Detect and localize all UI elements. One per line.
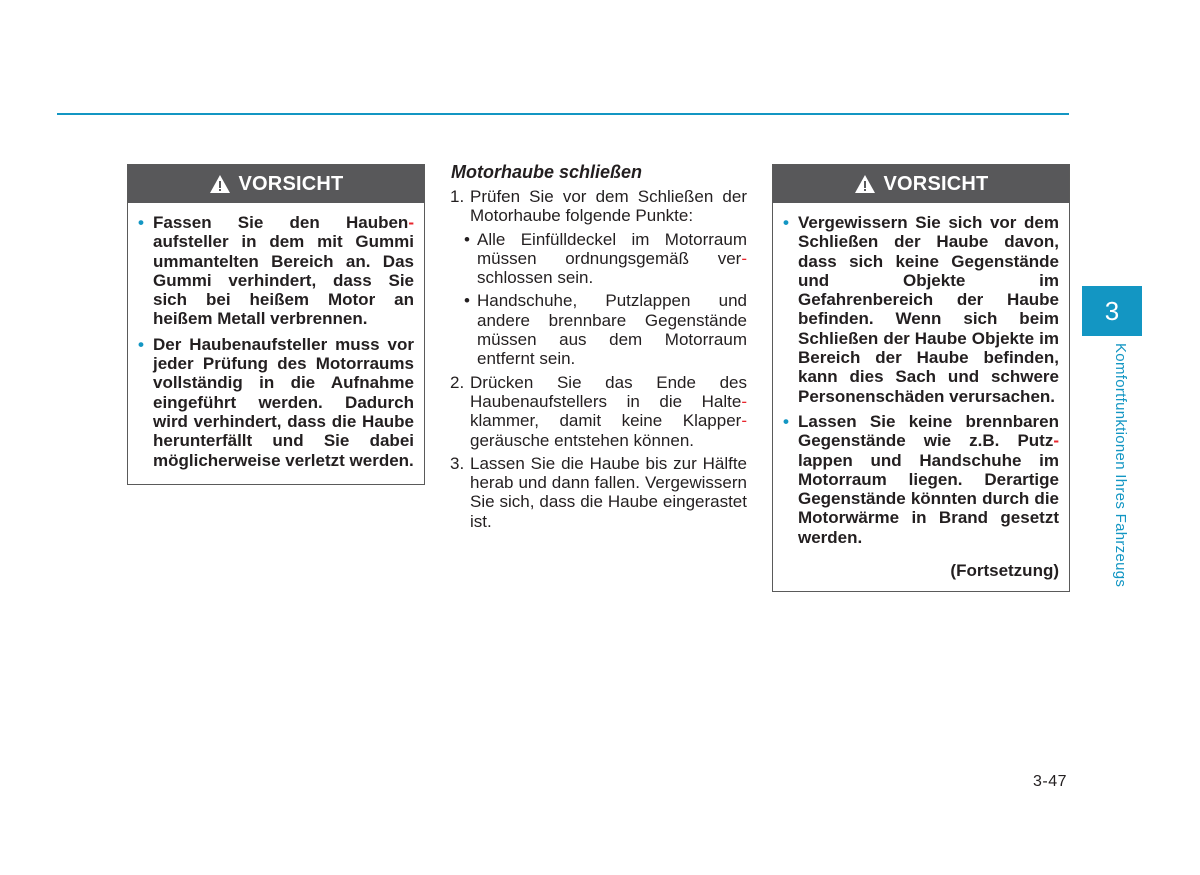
caution-header	[773, 165, 1069, 203]
sub-item: • Handschuhe, Putzlappen und andere brennbare Gegenstände müssen aus dem Motorraum entfernt sein.	[464, 291, 747, 369]
bullet: •	[138, 213, 144, 232]
continued-label: (Fortsetzung)	[950, 561, 1059, 581]
warning-triangle-icon	[854, 174, 876, 194]
caution-item: • Lassen Sie keine brennbaren Gegenstände wie z.B. Putz- lappen und Handschuhe im Motorraum liegen. Derartige Gegenstände könnten durch die Motorwärme in Brand gesetzt werden.	[783, 411, 1059, 547]
caution-box-right	[772, 164, 1070, 592]
caution-header	[128, 165, 424, 203]
page-number: 3-47	[1032, 773, 1067, 790]
step-3: 3. Lassen Sie die Haube bis zur Hälfte herab und dann fallen. Vergewissern Sie sich, dass die Haube eingerastet ist.	[450, 453, 747, 531]
caution-item: • Vergewissern Sie sich vor dem Schließen der Haube davon, dass sich keine Gegenstände und Objekte im Gefahrenbereich der Haube befinden. Wenn sich beim Schließen der Haube Objekte im Bereich der Haube befinden, kann dies Sach und schwere Personenschäden verursachen.	[783, 213, 1059, 406]
chapter-number-tab: 3	[1082, 286, 1142, 336]
caution-list	[128, 203, 424, 484]
header-rule	[57, 113, 1069, 115]
sub-item: • Alle Einfülldeckel im Motorraum müssen ordnungsgemäß ver- schlossen sein.	[464, 229, 747, 288]
instructions-column	[449, 161, 747, 535]
step-2: 2. Drücken Sie das Ende des Haubenaufstellers in die Halte- klammer, damit keine Klapper- geräusche entstehen können.	[450, 372, 747, 450]
caution-title: VORSICHT	[238, 172, 344, 195]
caution-title: VORSICHT	[883, 172, 989, 195]
warning-triangle-icon	[209, 174, 231, 194]
bullet: •	[783, 213, 789, 232]
bullet: •	[138, 334, 144, 354]
caution-box-left	[127, 164, 425, 485]
caution-item: • Der Haubenaufsteller muss vor jeder Prüfung des Motorraums vollständig in die Aufnahme eingeführt werden. Dadurch wird verhindert, dass die Haube herunterfällt und Sie dabei möglicherweise verletzt werden.	[138, 334, 414, 470]
chapter-title: Komfortfunktionen Ihres Fahrzeugs	[1112, 343, 1129, 588]
section-title: Motorhaube schließen	[451, 162, 643, 182]
caution-list	[773, 203, 1069, 561]
bullet: •	[783, 411, 789, 431]
caution-item: • Fassen Sie den Hauben- aufsteller in dem mit Gummi ummantelten Bereich an. Das Gummi verhindert, dass Sie sich bei heißem Motor an heißem Metall verbrennen.	[138, 213, 414, 329]
step-1: 1. Prüfen Sie vor dem Schließen der Motorhaube folgende Punkte: • Alle Einfülldeckel im Motorraum müssen ordnungsgemäß ver- schlossen sein. • Handschuhe, Putzlappen und andere brennbare Gegenstände müssen aus dem Motorraum entfernt sein.	[450, 187, 747, 369]
